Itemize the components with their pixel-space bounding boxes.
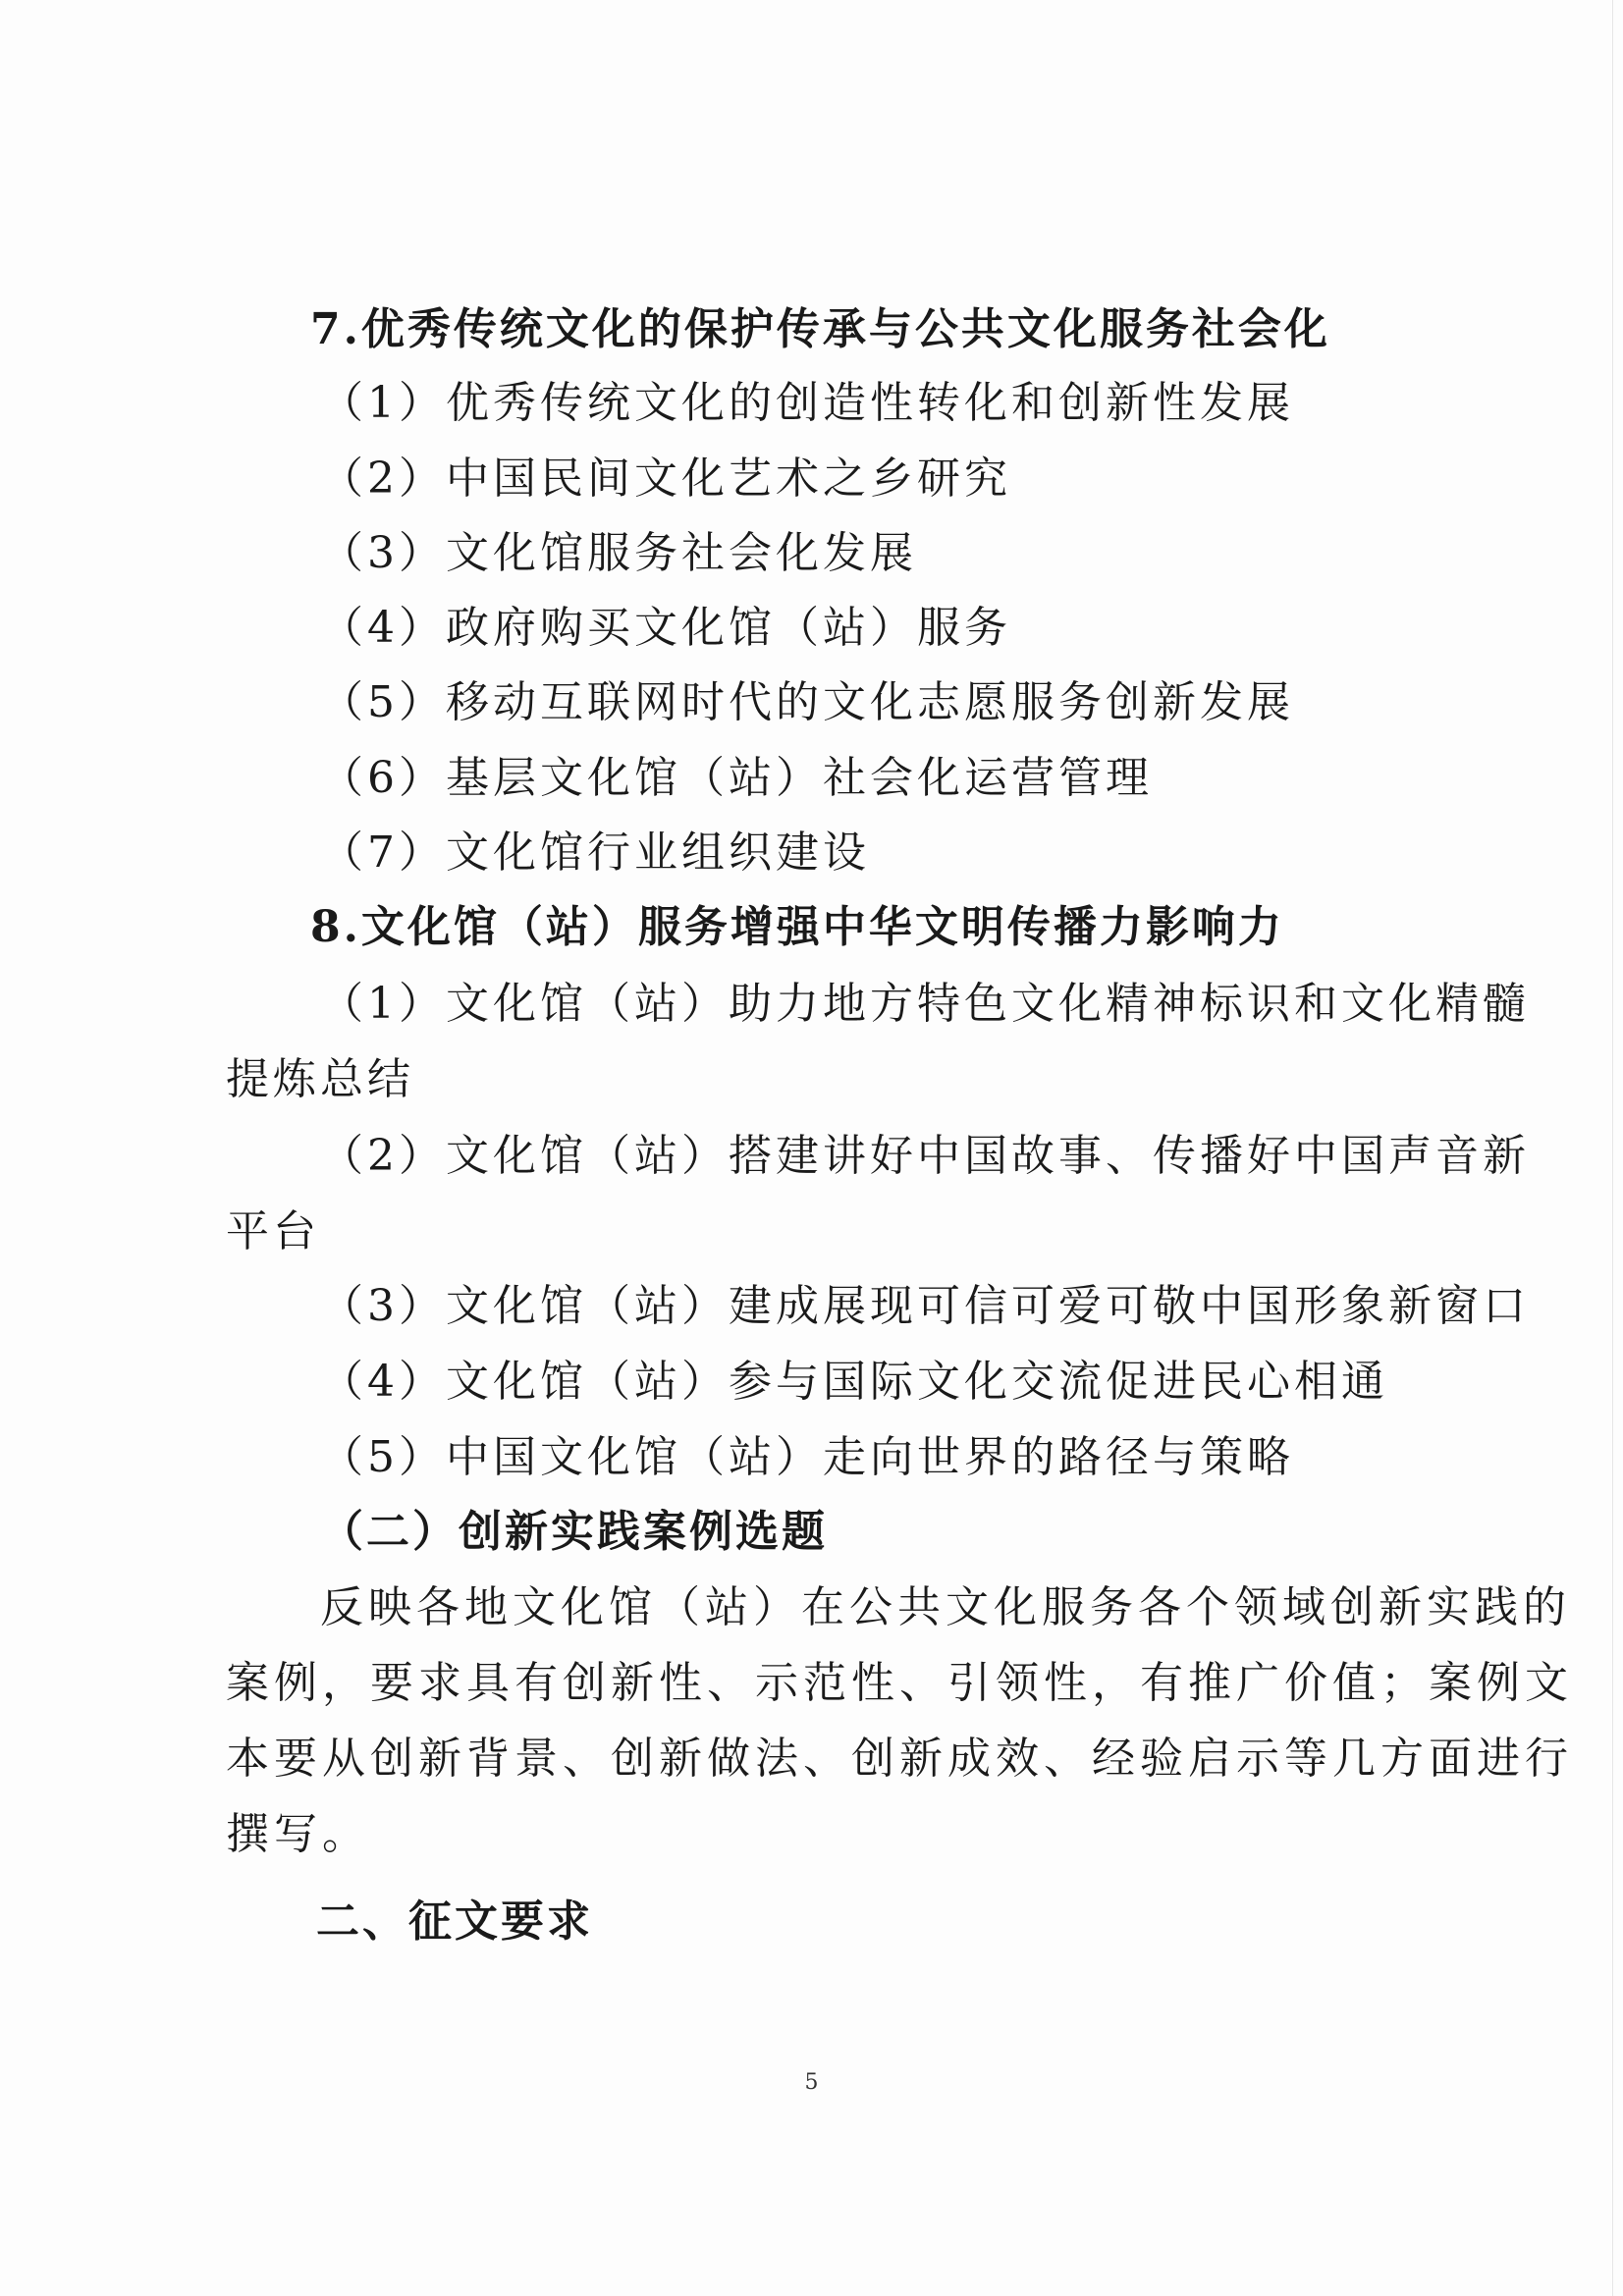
topic-8-item-5: （5）中国文化馆（站）走向世界的路径与策略 (320, 1432, 1294, 1482)
section-heading: 二、征文要求 (316, 1896, 593, 1947)
topic-7-item-4: （4）政府购买文化馆（站）服务 (320, 603, 1011, 653)
paragraph-line-4: 撰写。 (226, 1809, 370, 1859)
topic-heading-7: 7.优秀传统文化的保护传承与公共文化服务社会化 (310, 304, 1330, 354)
topic-8-item-4: （4）文化馆（站）参与国际文化交流促进民心相通 (320, 1357, 1388, 1407)
paragraph-line-1: 反映各地文化馆（站）在公共文化服务各个领域创新实践的 (320, 1582, 1571, 1632)
topic-8-item-2: （2）文化馆（站）搭建讲好中国故事、传播好中国声音新 (320, 1131, 1530, 1181)
topic-7-item-1: （1）优秀传统文化的创造性转化和创新性发展 (320, 378, 1294, 428)
page-edge-divider (1612, 0, 1613, 2296)
topic-8-item-2-continued: 平台 (226, 1206, 320, 1256)
topic-heading-8: 8.文化馆（站）服务增强中华文明传播力影响力 (310, 902, 1284, 952)
topic-7-item-7: （7）文化馆行业组织建设 (320, 828, 870, 878)
topic-8-item-3: （3）文化馆（站）建成展现可信可爱可敬中国形象新窗口 (320, 1281, 1530, 1331)
paragraph-line-2: 案例，要求具有创新性、示范性、引领性，有推广价值；案例文 (226, 1658, 1573, 1708)
topic-7-item-5: （5）移动互联网时代的文化志愿服务创新发展 (320, 677, 1294, 727)
paragraph-line-3: 本要从创新背景、创新做法、创新成效、经验启示等几方面进行 (226, 1734, 1573, 1784)
topic-7-item-2: （2）中国民间文化艺术之乡研究 (320, 454, 1011, 504)
subsection-heading: （二）创新实践案例选题 (320, 1507, 828, 1557)
page-number: 5 (804, 2070, 819, 2095)
topic-8-item-1-continued: 提炼总结 (226, 1054, 414, 1104)
topic-8-item-1: （1）文化馆（站）助力地方特色文化精神标识和文化精髓 (320, 979, 1530, 1029)
topic-7-item-6: （6）基层文化馆（站）社会化运营管理 (320, 753, 1153, 803)
topic-7-item-3: （3）文化馆服务社会化发展 (320, 528, 917, 578)
